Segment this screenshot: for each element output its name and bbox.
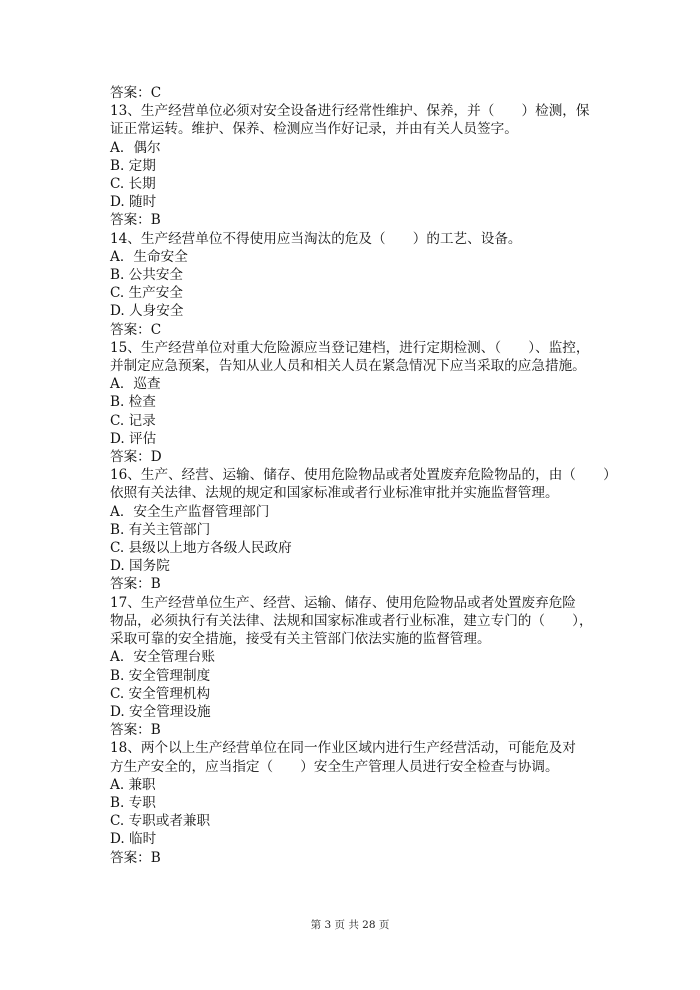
option-a: A．安全生产监督管理部门 [110, 503, 270, 520]
question-17 [110, 594, 602, 740]
question-text-line: 方生产安全的，应当指定（ ）安全生产管理人员进行安全检查与协调。 [110, 758, 559, 775]
option-b: B. 专职 [110, 794, 156, 811]
option-b: B. 定期 [110, 157, 156, 174]
answer-line: 答案：B [110, 849, 161, 866]
option-d: D. 国务院 [110, 558, 170, 575]
option-d: D. 人身安全 [110, 303, 184, 320]
option-b: B. 检查 [110, 394, 156, 411]
answer-line: 答案：B [110, 722, 161, 739]
question-text-line: 依照有关法律、法规的规定和国家标准或者行业标准审批并实施监督管理。 [110, 485, 559, 502]
question-13 [110, 102, 602, 229]
question-text-line: 14、生产经营单位不得使用应当淘汰的危及（ ）的工艺、设备。 [110, 230, 522, 247]
question-16 [110, 466, 617, 593]
answer-line: 答案：D [110, 449, 162, 466]
answer-line: 答案：C [110, 85, 162, 101]
option-d: D. 安全管理设施 [110, 703, 211, 720]
question-text-line: 15、生产经营单位对重大危险源应当登记建档，进行定期检测、（ ）、监控， [110, 339, 590, 356]
option-b: B. 公共安全 [110, 267, 184, 284]
option-a: A．安全管理台账 [110, 649, 215, 666]
option-a: A．巡查 [110, 376, 161, 393]
option-b: B. 有关主管部门 [110, 521, 211, 538]
option-c: C. 生产安全 [110, 285, 183, 302]
option-a: A. 兼职 [110, 776, 156, 793]
question-text-line: 16、生产、经营、运输、储存、使用危险物品或者处置废弃危险物品的，由（ ） [110, 467, 617, 484]
question-text-line: 采取可靠的安全措施，接受有关主管部门依法实施的监督管理。 [110, 631, 491, 648]
question-15 [110, 339, 602, 466]
question-text-line: 并制定应急预案，告知从业人员和相关人员在紧急情况下应当采取的应急措施。 [110, 358, 586, 375]
question-text-line: 18、两个以上生产经营单位在同一作业区域内进行生产经营活动，可能危及对 [110, 740, 576, 757]
document-body [110, 84, 617, 867]
answer-line: 答案：B [110, 212, 161, 229]
question-text-line: 证正常运转。维护、保养、检测应当作好记录，并由有关人员签字。 [110, 121, 518, 138]
option-b: B. 安全管理制度 [110, 667, 211, 684]
option-c: C. 长期 [110, 176, 156, 193]
question-text-line: 13、生产经营单位必须对安全设备进行经常性维护、保养，并（ ）检测，保 [110, 103, 590, 120]
option-d: D. 临时 [110, 831, 157, 848]
answer-line: 答案：C [110, 321, 162, 338]
question-text-line: 17、生产经营单位生产、经营、运输、储存、使用危险物品或者处置废弃危险 [110, 594, 576, 611]
answer-line: 答案：B [110, 576, 161, 593]
option-d: D. 评估 [110, 430, 157, 447]
option-c: C. 安全管理机构 [110, 685, 211, 702]
question-18 [110, 739, 602, 866]
option-c: C. 记录 [110, 412, 156, 429]
option-a: A．生命安全 [110, 248, 188, 265]
question-14 [110, 230, 602, 339]
question-text-line: 物品，必须执行有关法律、法规和国家标准或者行业标准，建立专门的（ ）， [110, 612, 593, 629]
page-number-footer: 第 3 页 共 28 页 [310, 919, 390, 931]
option-d: D. 随时 [110, 194, 157, 211]
option-a: A．偶尔 [110, 139, 161, 156]
option-c: C. 县级以上地方各级人民政府 [110, 540, 292, 557]
option-c: C. 专职或者兼职 [110, 813, 211, 830]
